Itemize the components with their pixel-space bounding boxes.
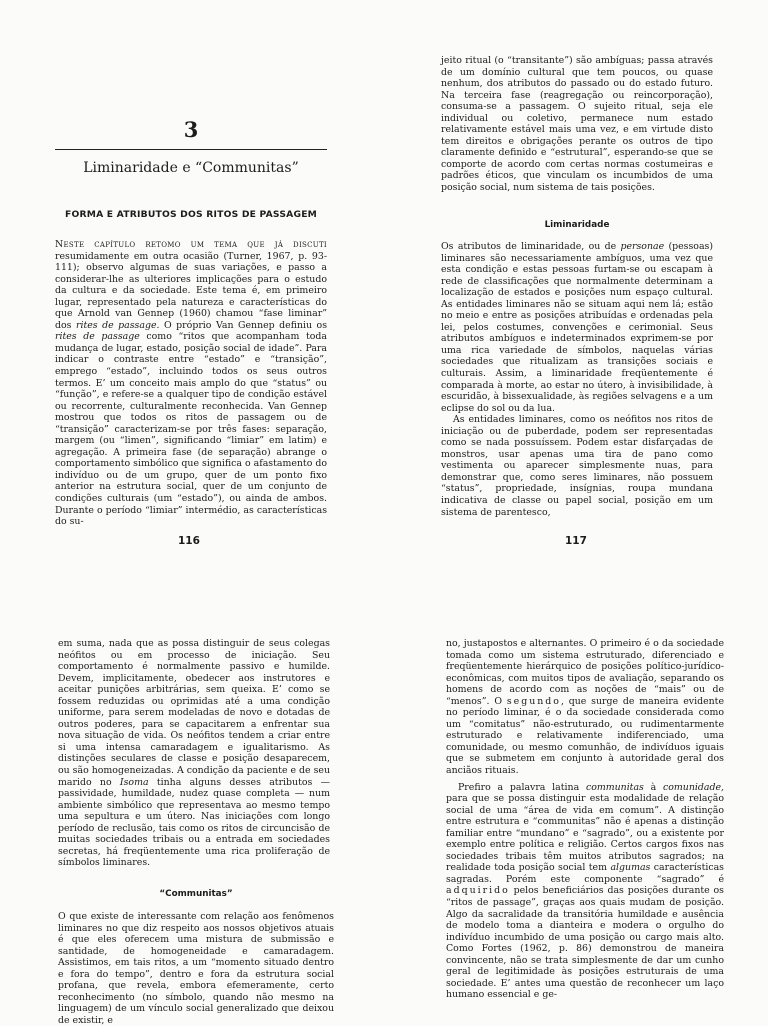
text-run: , que surge de maneira evidente no período liminar, é o da sociedade considerada como um “comitatus” não-estruturado, ou rudimentarmente estruturado e relativamente indiferenciado, uma comunidade, ou mesmo comunhão, de indivíduos iguais que se submetem em conjunto à autoridade geral dos anciãos rituais. xyxy=(446,695,724,777)
paragraph xyxy=(55,239,327,528)
page-117-body xyxy=(441,241,713,531)
text-run: à xyxy=(643,781,663,793)
spaced-term: adquirido xyxy=(446,885,510,897)
text-run: O próprio Van Gennep definiu os xyxy=(159,319,327,331)
text-run: em suma, nada que as possa distinguir de seus colegas neófitos ou em processo de iniciação. Seu comportamento é normalmente passivo e humilde. Devem, implicitamente, obedecer aos instrutores e aceitar punições arbitrárias, sem queixa. E’ como se fossem reduzidas ou oprimidas até a uma condição uniforme, para serem modeladas de novo e dotadas de outros poderes, para se capacitarem a enfrentar sua nova situação de vida. Os neófitos tendem a criar entre si uma intensa camaradagem e igualitarismo. As distinções seculares de classe e posição desaparecem, ou são homogeneizadas. A condição da paciente e de seu marido no xyxy=(58,638,330,788)
paragraph-lead: Neste capítulo retomo um tema que já discuti xyxy=(55,239,327,250)
subheading-liminaridade: Liminaridade xyxy=(544,220,610,230)
page-number: 117 xyxy=(565,535,587,547)
text-run: Os atributos de liminaridade, ou de xyxy=(441,241,621,252)
paragraph xyxy=(441,241,713,414)
paragraph xyxy=(446,638,724,777)
italic-term: algumas xyxy=(610,862,651,874)
page-116-body xyxy=(55,239,327,537)
italic-term: Isoma xyxy=(119,776,149,788)
paragraph: O que existe de interessante com relação aos fenômenos liminares no que diz respeito aos nossos objetivos atuais é que eles oferecem uma mistura de submissão e santidade, de homogeneidade e camaradagem. Assistimos, em tais ritos, a um “momento situado dentro e fora do tempo”, dentro e fora da estrutura social profana, que revela, embora efemeramente, certo reconhecimento (no símbolo, quando não mesmo na linguagem) de um vínculo social generalizado que deixou de existir, e xyxy=(58,911,334,1026)
spaced-term: segundo xyxy=(506,695,561,707)
chapter-title: Liminaridade e “Communitas” xyxy=(83,160,299,176)
text-run: tinha alguns desses atributos — passividade, humildade, nudez quase completa — num ambiente simbólico que representava ao mesmo tempo uma sepultura e um útero. Nas iniciações com longo período de reclusão, tais como os ritos de circuncisão de muitas sociedades tribais ou a entrada em sociedades secretas, há freqüentemente uma rica proliferação de símbolos liminares. xyxy=(58,776,330,869)
subheading-communitas: “Communitas” xyxy=(159,889,233,899)
italic-term: rites de passage xyxy=(55,331,140,343)
italic-term: communitas xyxy=(585,781,644,793)
italic-term: personae xyxy=(620,241,665,252)
page-number: 116 xyxy=(178,535,200,547)
text-run: no, justapostos e alternantes. O primeiro é o da sociedade tomada como um sistema estruturado, diferenciado e freqüentemente hierárquico de posições político-jurídico-econômicas, com muitos tipos de avaliação, separando os homens de acordo com as noções de “mais” ou de “menos”. O xyxy=(446,638,724,707)
italic-term: comunidade, xyxy=(663,781,724,793)
chapter-number: 3 xyxy=(183,117,199,142)
page-119-body xyxy=(446,638,724,1024)
text-run: características sagradas. Porém este componente “sagrado” é xyxy=(446,862,724,885)
text-run: para que se possa distinguir esta modalidade de relação social de uma “área de vida em comum”. A distinção entre estrutura e “communitas” não é apenas a distinção familiar entre “mundano” e “sagrado”, ou a existente por exemplo entre política e religião. Certos cargos fixos nas sociedades tribais têm muitos atributos sagrados; na realidade toda posição social tem xyxy=(446,793,724,874)
text-run: como “ritos que acompanham toda mudança de lugar, estado, posição social de idade”. Para indicar o contraste entre “estado” e “transição”, emprego “estado”, incluindo todos os seus outros termos. E’ um conceito mais amplo do que “status” ou “função”, e refere-se a qualquer tipo de condição estável ou recorrente, culturalmente reconhecida. Van Gennep mostrou que todos os ritos de passagem ou de “transição” caracterizam-se por três fases: separação, margem (ou “limen”, significando “limiar” em latim) e agregação. A primeira fase (de separação) abrange o comportamento simbólico que significa o afastamento do indivíduo ou de um grupo, quer de um ponto fixo anterior na estrutura social, quer de um conjunto de condições culturais (um “estado”), ou ainda de ambos. Durante o período “limiar” intermédio, as características do su- xyxy=(55,331,327,528)
paragraph: jeito ritual (o “transitante”) são ambíguas; passa através de um domínio cultural que tem poucos, ou quase nenhum, dos atributos do passado ou do estado futuro. Na terceira fase (reagregação ou reincorporação), consuma-se a passagem. O sujeito ritual, seja ele individual ou coletivo, permanece num estado relativamente estável mais uma vez, e em virtude disto tem direitos e obrigações perante os outros de tipo claramente definido e “estrutural”, esperando-se que se comporte de acordo com certas normas costumeiras e padrões éticos, que vinculam os incumbidos de uma posição social, num sistema de tais posições. xyxy=(441,55,713,194)
text-run: pelos beneficiários das posições durante os “ritos de passage”, graças aos quais mudam de posição. Algo da sacralidade da transitória humildade e ausência de modelo toma a dianteira e modera o orgulho do indivíduo incumbido de uma posição ou cargo mais alto. Como Fortes (1962, p. 86) demonstrou de maneira convincente, não se trata simplesmente de dar um cunho geral de legitimidade às posições estruturais de uma sociedade. E’ antes uma questão de reconhecer um laço humano essencial e ge- xyxy=(446,885,724,1001)
chapter-rule xyxy=(55,149,327,150)
text-run: resumidamente em outra ocasião (Turner, 1967, p. 93-111); observo algumas de suas variações, e passo a considerar-lhe as ulteriores implicações para o estudo da cultura e da sociedade. Este tema é, em primeiro lugar, representado pela natureza e características do que Arnold van Gennep (1960) chamou “fase liminar” dos xyxy=(55,250,327,331)
section-heading: FORMA E ATRIBUTOS DOS RITOS DE PASSAGEM xyxy=(64,209,318,220)
page-117-body-top xyxy=(441,55,713,215)
italic-term: rites de passage. xyxy=(75,319,160,331)
text-run: (pessoas) liminares são necessariamente ambíguos, uma vez que esta condição e estas pessoas furtam-se ou escapam à rede de classificações que normalmente determinam a localização de estados e posições num espaço cultural. As entidades liminares não se situam aqui nem lá; estão no meio e entre as posições atribuídas e ordenadas pela lei, pelos costumes, convenções e cerimonial. Seus atributos ambíguos e indeterminados exprimem-se por uma rica variedade de símbolos, naquelas várias sociedades que ritualizam as transições sociais e culturais. Assim, a liminaridade freqüentemente é comparada à morte, ao estar no útero, à invisibilidade, à escuridão, à bissexualidade, às regiões selvagens e a um eclipse do sol ou da lua. xyxy=(441,241,714,414)
page-118-body xyxy=(58,638,330,869)
paragraph: As entidades liminares, como os neófitos nos ritos de iniciação ou de puberdade, podem ser representadas como se nada possuíssem. Podem estar disfarçadas de monstros, usar apenas uma tira de pano como vestimenta ou aparecer simplesmente nuas, para demonstrar que, como seres liminares, não possuem “status”, propriedade, insígnias, roupa mundana indicativa de classe ou papel social, posição em um sistema de parentesco, xyxy=(441,414,713,518)
paragraph xyxy=(58,638,330,869)
paragraph xyxy=(446,782,724,1001)
page-118-body-bottom xyxy=(58,911,334,1024)
text-run: Prefiro a palavra latina xyxy=(458,781,586,793)
